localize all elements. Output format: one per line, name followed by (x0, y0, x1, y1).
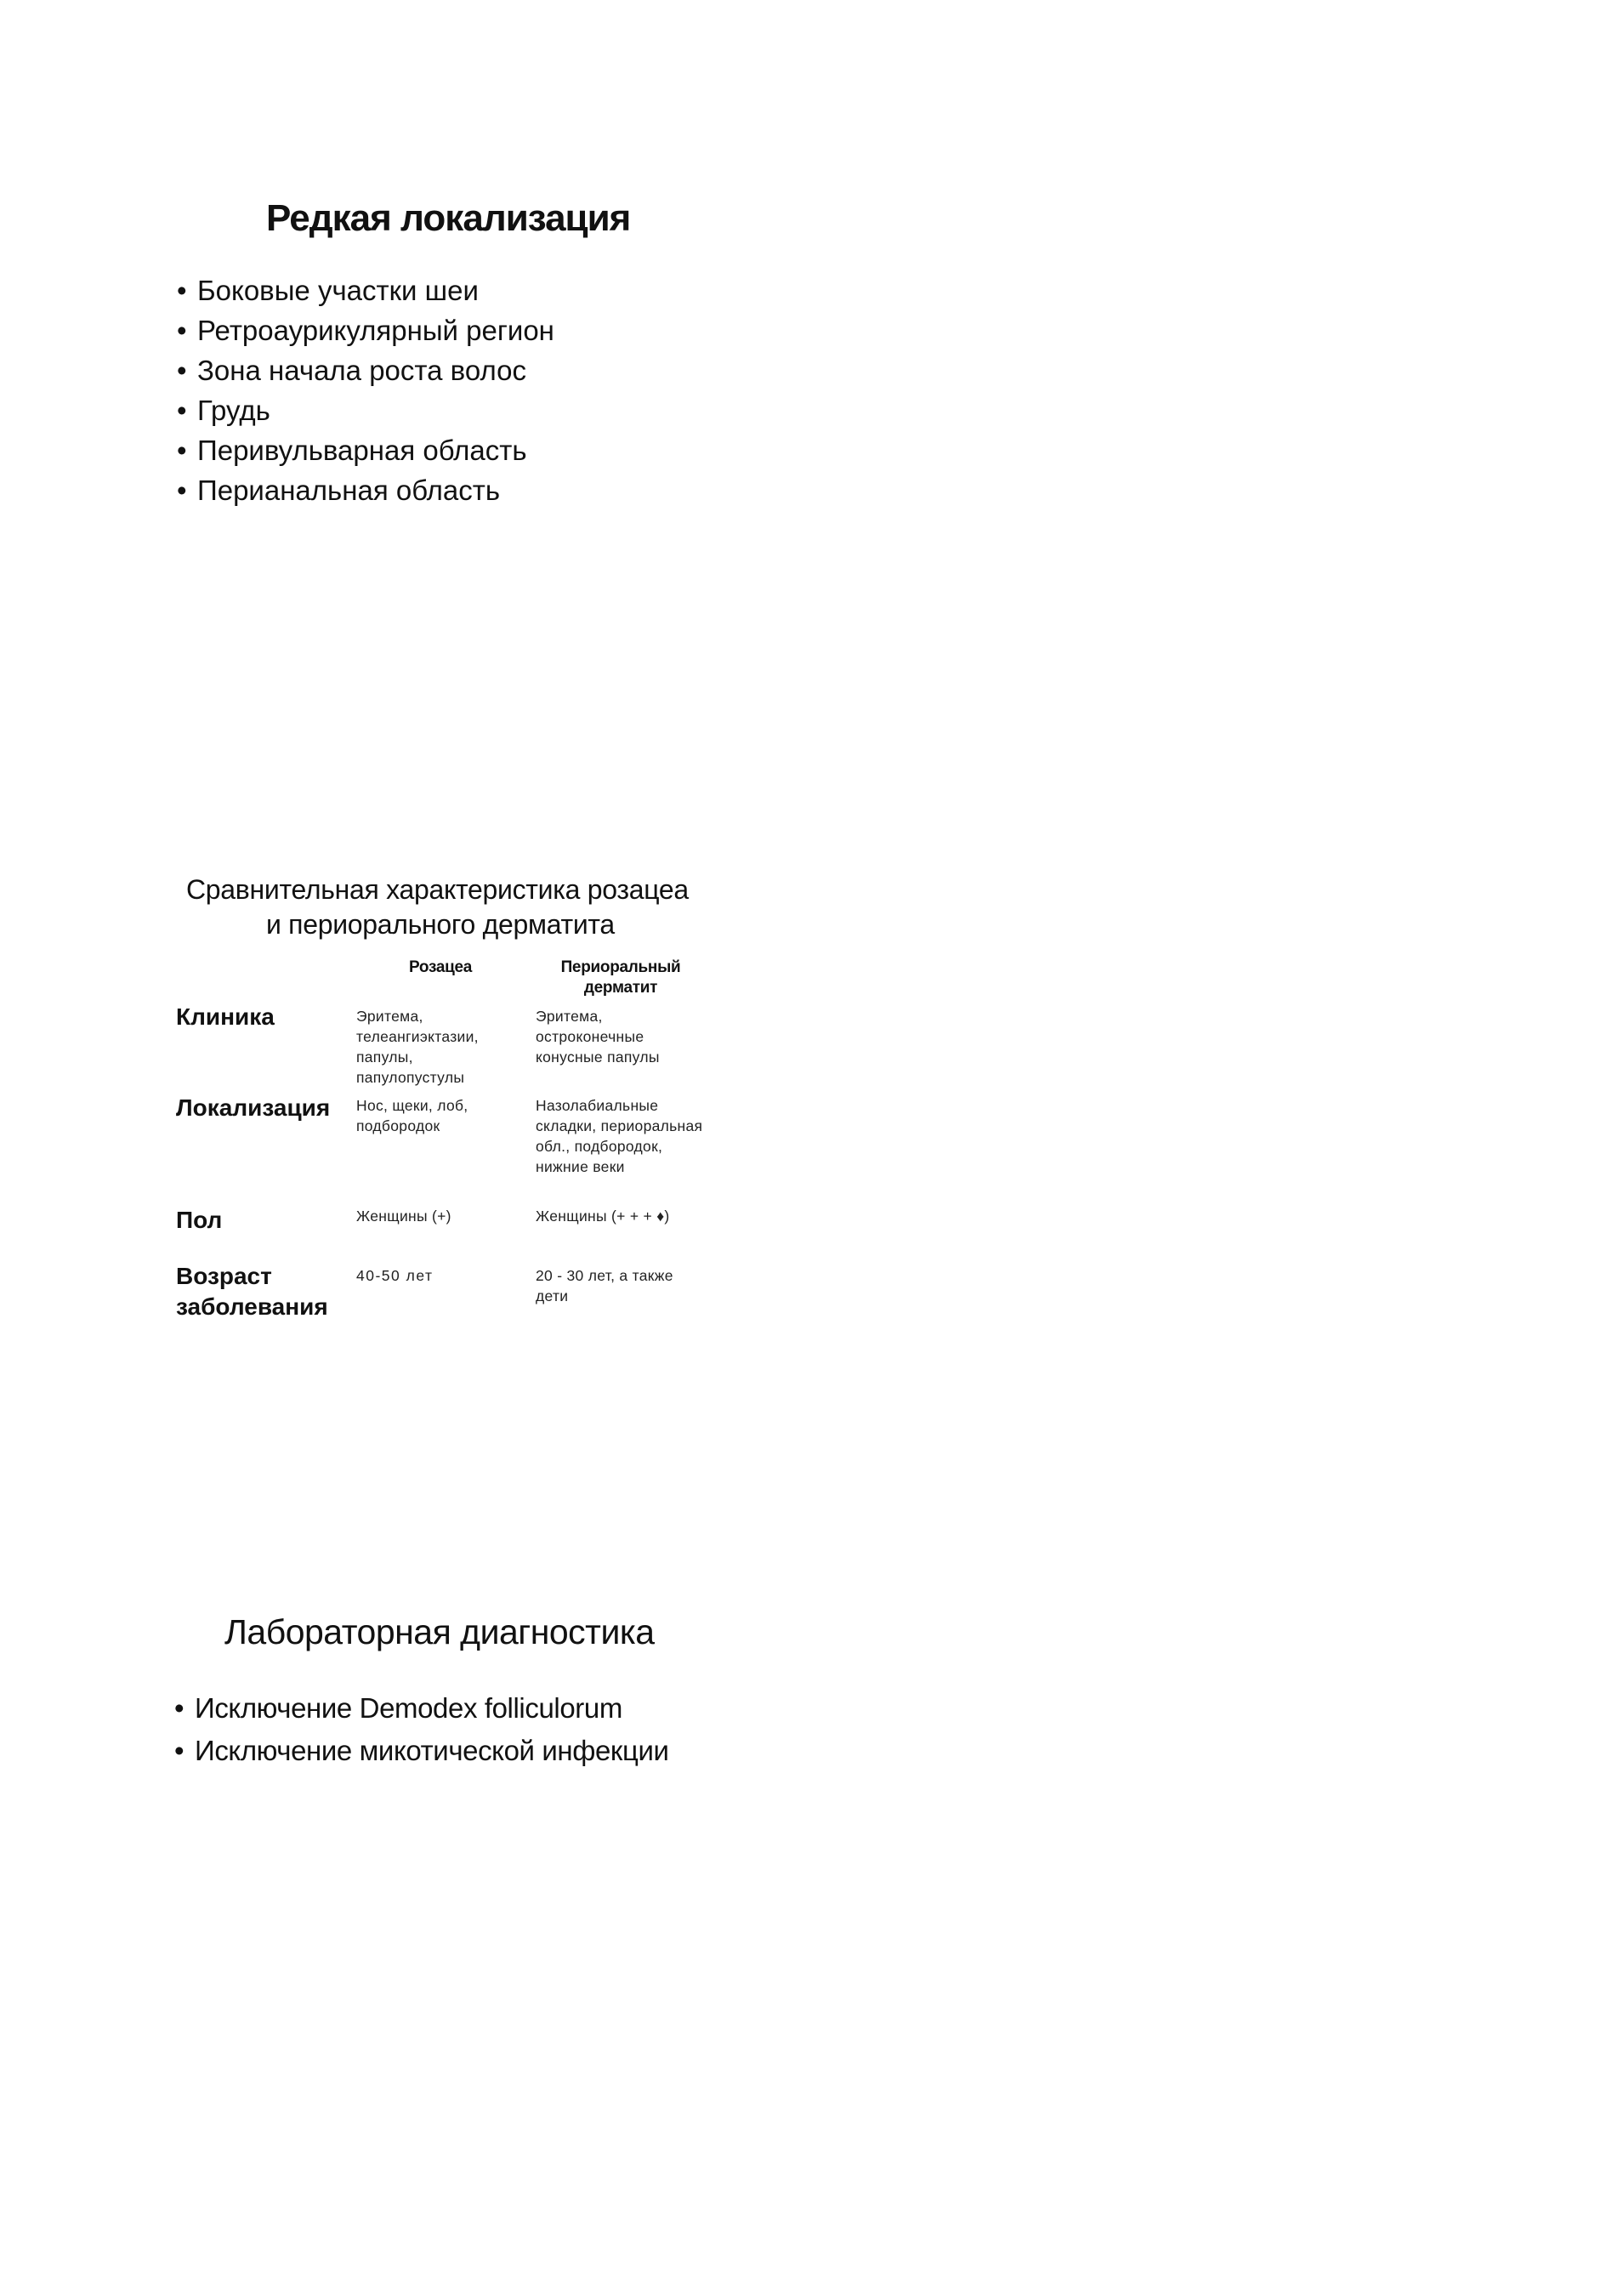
list-item (177, 474, 554, 514)
cell-localization-perioral: Назолабиальные складки, периоральная обл., подбородок, нижние веки (536, 1097, 703, 1175)
bullet-list (177, 274, 554, 514)
list-item-text: Зона начала роста волос (197, 355, 526, 386)
row-label-localization: Локализация (176, 1094, 331, 1121)
list-item (177, 314, 554, 354)
slide-title-line-1: Сравнительная характеристика розацеа (186, 874, 689, 905)
bullet-icon: • (174, 1735, 185, 1766)
cell-sex-rosacea: Женщины (+) (356, 1208, 451, 1225)
row-label-clinic: Клиника (176, 1003, 275, 1030)
bullet-icon: • (177, 475, 187, 506)
bullet-icon: • (177, 435, 187, 466)
bullet-icon: • (177, 275, 187, 306)
list-item-text: Исключение Demodex folliculorum (195, 1692, 622, 1724)
list-item (177, 354, 554, 394)
list-item (174, 1732, 669, 1775)
cell-age-rosacea: 40-50 лет (356, 1267, 434, 1284)
row-label-age: Возраст заболевания (176, 1263, 328, 1320)
list-item (177, 394, 554, 434)
slide-title: Редкая локализация (266, 197, 631, 239)
list-item-text: Грудь (197, 395, 270, 426)
slide-title: Лабораторная диагностика (224, 1612, 655, 1651)
row-label-sex: Пол (176, 1207, 223, 1233)
bullet-icon: • (177, 355, 187, 386)
list-item-text: Исключение микотической инфекции (195, 1735, 669, 1766)
list-item-text: Боковые участки шеи (197, 275, 479, 306)
cell-localization-rosacea: Нос, щеки, лоб, подбородок (356, 1097, 468, 1134)
column-header-rosacea: Розацеа (408, 958, 473, 976)
slide-title-line-2: и периорального дерматита (266, 909, 615, 940)
column-header-perioral-dermatitis: Периоральный дерматит (560, 958, 681, 997)
bullet-icon: • (174, 1692, 185, 1724)
cell-clinic-perioral: Эритема, остроконечные конусные папулы (536, 1008, 660, 1066)
list-item (177, 434, 554, 474)
list-item-text: Перивульварная область (197, 435, 527, 466)
bullet-list (174, 1690, 669, 1775)
list-item-text: Ретроаурикулярный регион (197, 315, 554, 346)
cell-age-perioral: 20 - 30 лет, а также дети (536, 1267, 673, 1304)
bullet-icon: • (177, 395, 187, 426)
list-item (174, 1690, 669, 1732)
list-item (177, 274, 554, 314)
cell-sex-perioral: Женщины (+ + + ♦) (536, 1208, 670, 1225)
cell-clinic-rosacea: Эритема, телеангиэктазии, папулы, папулопустулы (356, 1008, 479, 1086)
list-item-text: Перианальная область (197, 475, 501, 506)
bullet-icon: • (177, 315, 187, 346)
